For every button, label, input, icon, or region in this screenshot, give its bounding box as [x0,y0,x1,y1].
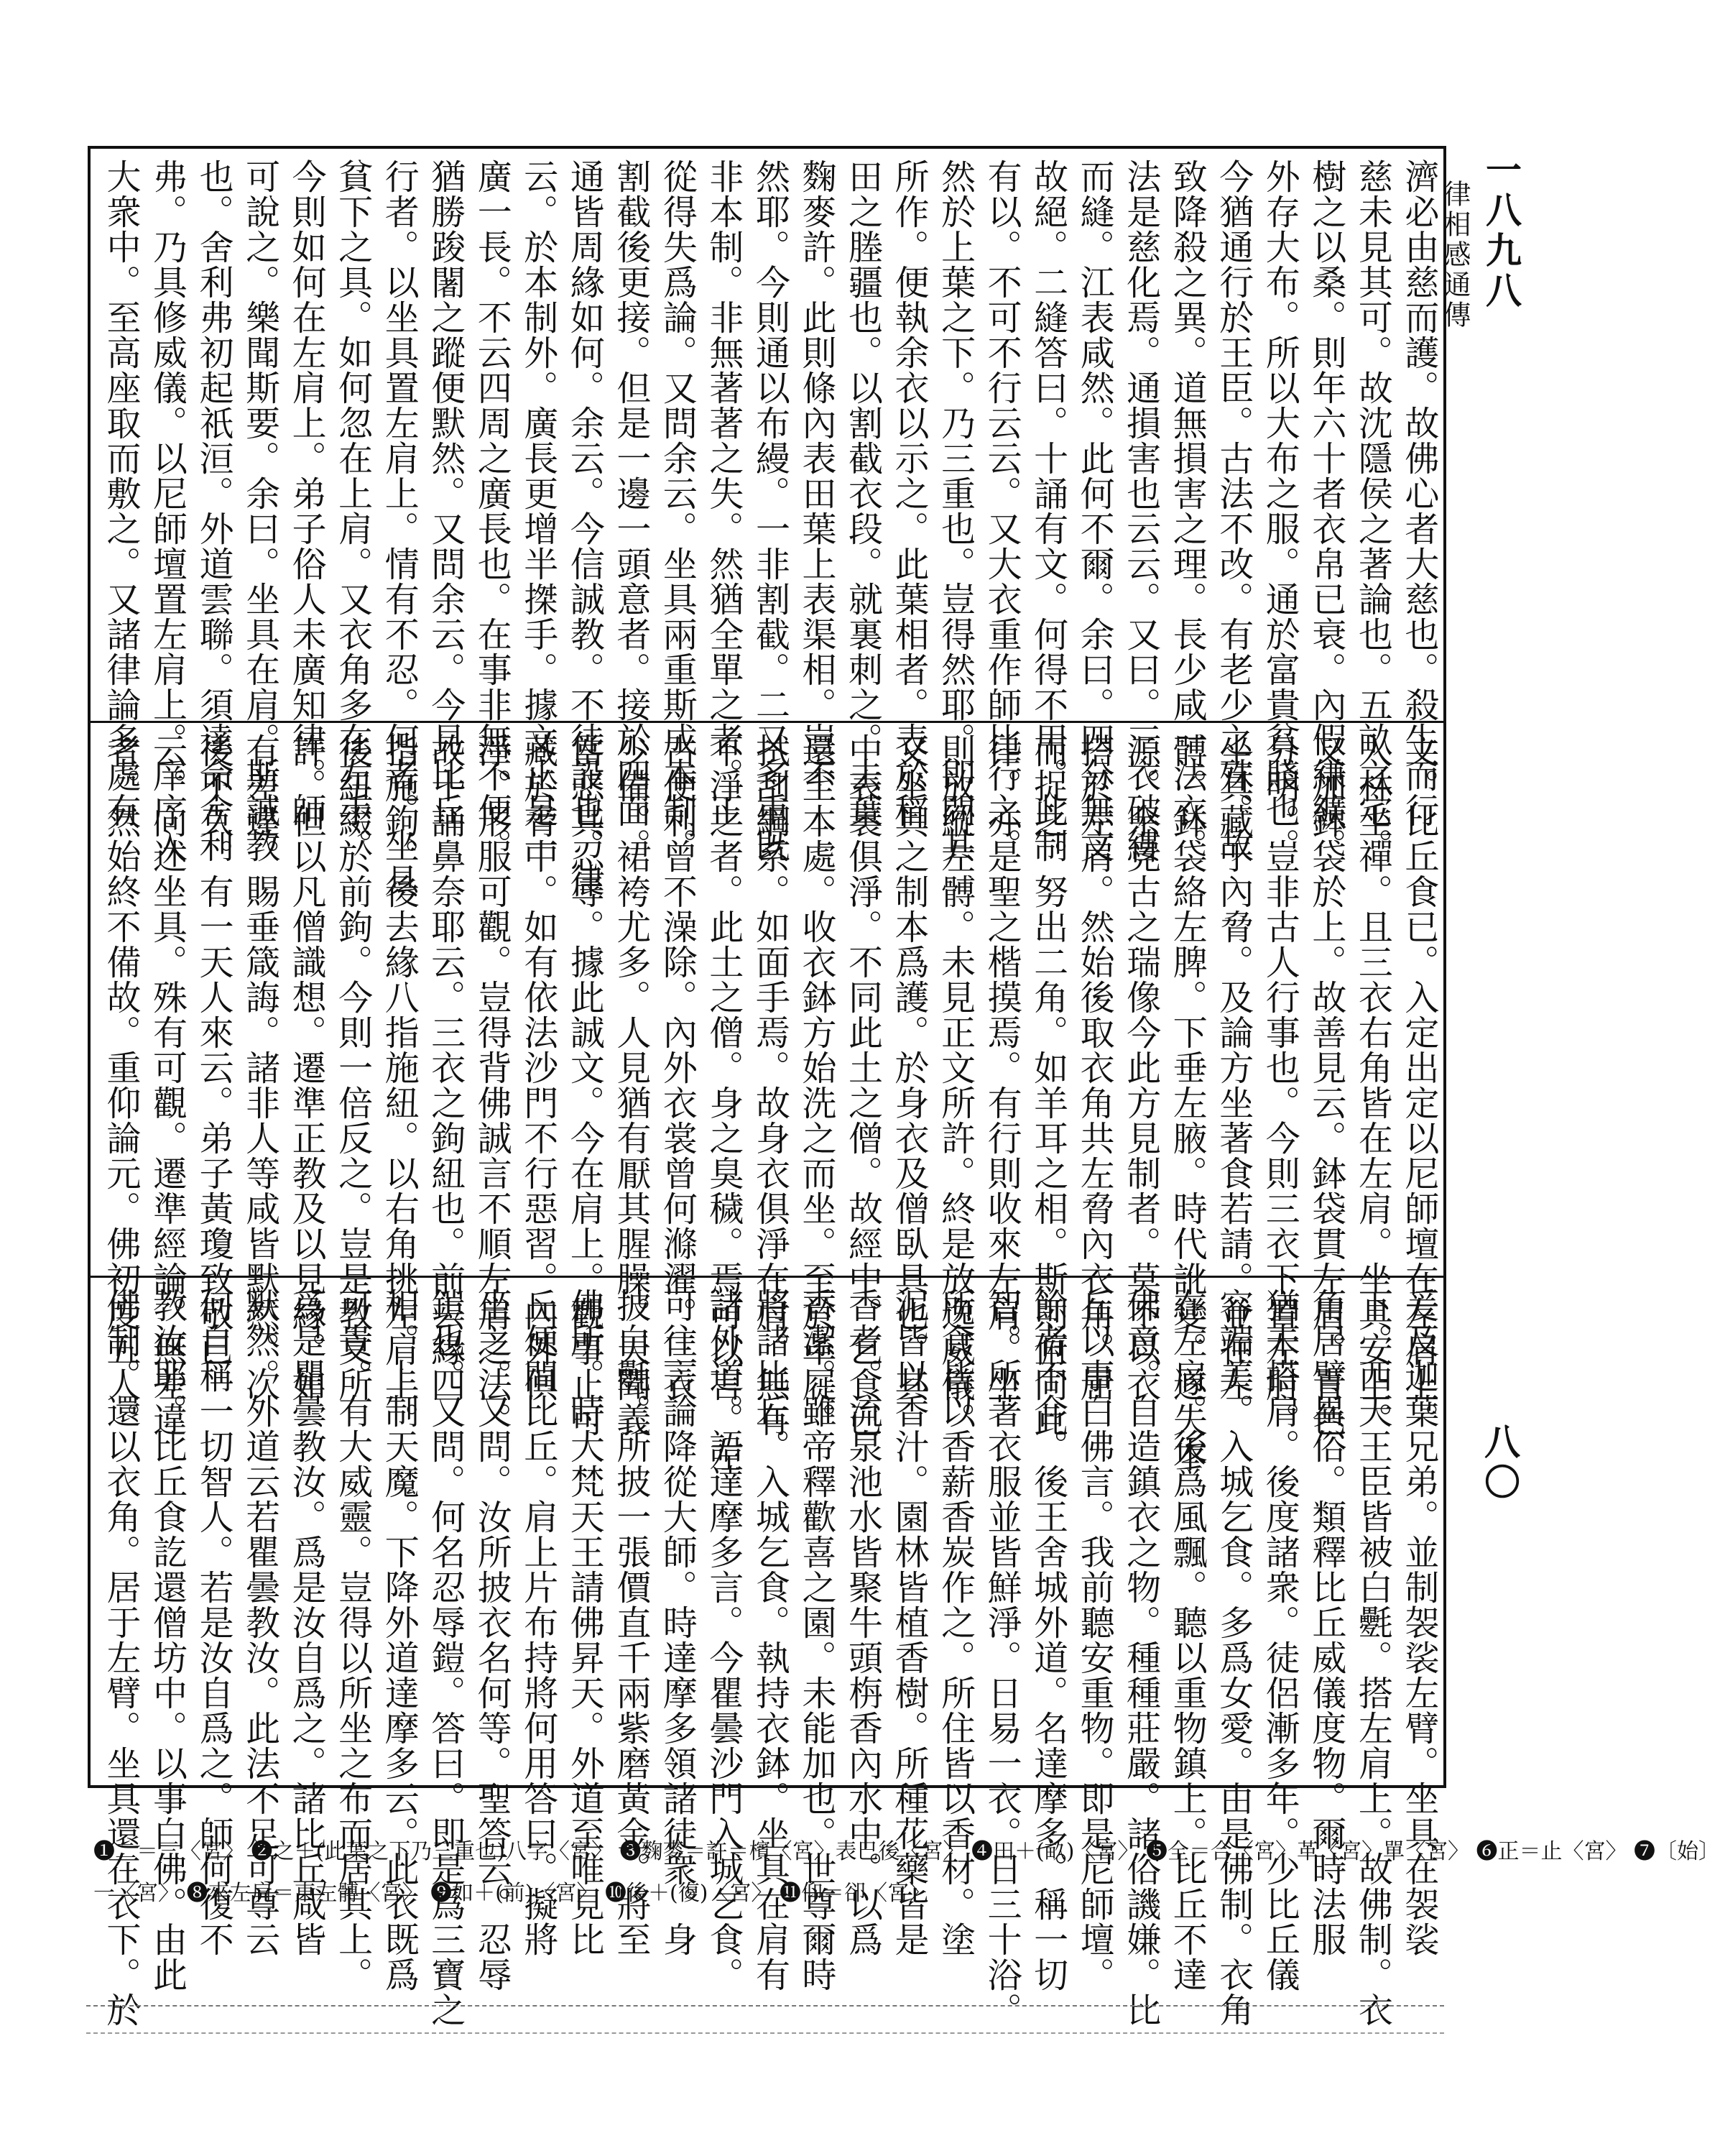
text-column: 佛意。自造鎮衣之物。種種莊嚴。諸俗譏嫌。比 [1120,1288,1161,2027]
text-column: 丘便問比丘。肩上片布持將何用答曰。擬將 [517,1288,558,1957]
text-column: 後紐綴於前鉤。今則一倍反之。豈是教文所 [332,733,373,1402]
text-column: 坐具藏于內脅。及論方坐著食若請。並在左 [1213,733,1254,1402]
text-column: 淨。形服可觀。豈得背佛誠言不順左肩之法。 [471,733,512,1437]
text-column: 外存大布。所以大布之服。通於富貴貧賤也。 [1259,159,1300,863]
text-column: 文。比丘食已。入定出定以尼師壇在左肩上。 [1398,733,1439,1437]
footnote-line: ❶二＝三〈宮〉 ❷之＋(此葉之下乃三重也)八字〈宮〉 ❸麴麥＝許＝檳〈宮〉表巳後〈宮〉 ❹田＋(畝)〈宮〉 ❺全＝合〈宮〉革〈宮〉單〈宮〉 ❻正＝止〈宮〉 ❼〔始〕 [93,1839,1720,1864]
text-column: 而捉之。努出二角。如羊耳之相。斯則俯同此 [1027,733,1068,1437]
page-number-right: 八〇 [1479,1423,1520,1503]
text-column: 有以。不可不行云云。又大衣重作師比行之。 [981,159,1022,863]
text-column: 云。於本制外。廣長更增半搩手。據文止是一 [517,159,558,863]
text-column: 披白氎。所披一張價直千兩紫磨黃金。將至 [610,1288,651,1957]
text-column: 香潔。雖帝釋歡喜之園。未能加也。世尊爾時 [795,1288,836,1992]
text-column: 致降殺之異。道無損害之理。長少咸一法衣。 [1167,159,1208,863]
text-column: 古便利曾不澡除。內外衣裳曾何滌濯。三衣 [657,733,698,1402]
text-column: 容端美。入城乞食。多爲女愛。由是佛制。衣角 [1213,1288,1254,2027]
footnote-line: 一〈宮〉 ❽來左肩＝東左髆〈宮〉 ❾如＋(前)〈宮〉 ❿後＋(復)〈宮〉 ⓫仰＝卻〈宮〉 [93,1881,930,1906]
text-column: 當悲其忍辱。據此誠文。今在肩上。觀事止可 [564,733,605,1437]
text-column: 也。舍利弗初起祇洹。外道雲聯。須達命舍利 [193,159,234,863]
register-columns [98,159,1439,898]
text-column: 髆。鉢袋絡左脾。下垂左腋。時代訛變。遂失本 [1167,733,1208,1473]
text-column: 故十誦鼻奈耶云。三衣之鉤紐也。前去緣四 [425,733,466,1402]
text-column: 佛制。還以衣角。居于左臂。坐具還在衣下。於 [101,1288,141,2027]
register-top [91,149,1443,898]
text-column: 丘以事白佛言。我前聽安重物。即是尼師壇。 [1074,1288,1115,1992]
text-column: 將諸比丘。入城乞食。執持衣鉢。坐具在肩有 [749,1288,790,1992]
text-column: 拭刮綱系。如面手焉。故身衣俱淨在肩。無有 [749,733,790,1437]
text-column: 又坐具之制本爲護。於身衣及僧臥具也。其 [889,733,930,1402]
text-column: 今猶通行於王臣。古法不改。有老少之殊。故 [1213,159,1254,863]
text-column: 則放縱左髆。未見正文所許。終是放逸威儀。 [935,733,976,1437]
text-column: 今則如何在左肩上。弟子俗人未廣知律。師 [286,159,327,828]
text-column: 慈未見其可。故沈隱侯之著論也。五畝之宅。 [1352,159,1393,863]
text-column: 諸外道。語達摩多言。今瞿曇沙門入城乞食。 [703,1288,744,1992]
text-column: 可貴。有大威靈。豈得以所坐之布而居其上。 [332,1288,373,1992]
text-column: 者。然始終不備故。重仰論元。佛初度五人。 [101,733,141,1437]
text-column: 後不久。有一天人來云。弟子黃瓊致敬已 [193,733,234,1367]
bottom-rule [86,2032,1444,2034]
text-column: 入林坐禪。且三衣右角皆在左肩。坐具安上。 [1352,733,1393,1437]
text-column: 泥皆以香汁。園林皆植香樹。所種花藥皆是 [889,1288,930,1957]
text-column: 所食皆以香薪香炭作之。所住皆以香材。塗 [935,1288,976,1957]
text-column: 又加鉢袋於上。故善見云。鉢袋貫左肩。青色 [1305,733,1346,1437]
text-column: 可說之。樂聞斯要。余曰。坐具在肩。斯誠教 [239,159,280,863]
text-column: 大衆中。至高座取而敷之。又諸律論多處有 [101,159,141,828]
text-column: 從得失爲論。又問余云。坐具兩重斯成本制。 [657,159,698,863]
text-column: 所作。便執余衣以示之。此葉相者。表於稻 [889,159,930,828]
text-column: 搭於左肩。然始後取衣角共左脅內衣角。屈 [1074,733,1115,1402]
text-column: 許。但以凡僧識想。遷準正教及以見緣。如 [286,733,327,1402]
text-column: 坐之。又問。汝所披衣名何等。聖答云。忍辱 [471,1288,512,1992]
text-column: 貧下之具。如何忽在上肩。又衣角多在左手。 [332,159,373,863]
margin-header [1435,151,1527,331]
book-title: 律相感通傳 [1439,180,1471,331]
text-column: 法是慈化焉。通損害也云云。又曰。三衣破縷 [1120,159,1161,863]
text-column: 猶未搭肩。後度諸衆。徒侶漸多年。少比丘儀 [1259,1288,1300,1992]
text-column: 而縫。江表咸然。此何不爾。余曰。四分無文 [1074,159,1115,863]
text-column: 佛所。時大梵天王請佛昇天。外道至唯見比 [564,1288,605,1957]
text-column: 爲是瞿曇教汝。爲是汝自爲之。諸比丘咸皆 [286,1288,327,1957]
text-column: 有差違。賜垂箴誨。諸非人等咸皆默然。次 [239,733,280,1402]
text-column: 藏於脅中。如有依法沙門不行惡習。內外俱 [517,733,558,1402]
text-column: 爰及迦葉兄弟。並制袈裟左臂。坐具在袈裟 [1398,1288,1439,1957]
text-column: 中表裏俱淨。不同此土之僧。故經中。乞食已 [842,733,883,1437]
text-column: 非本制。非無著著之失。然猶全單之者。正 [703,159,744,828]
text-column: 少備。裙袴尤多。人見猶有厭其腥臊。天聞義 [610,733,651,1437]
register-middle [91,721,1443,1473]
text-column: 下。西天王臣皆被白氎。搭左肩上。故佛制。衣 [1352,1288,1393,2027]
text-column: 分明。豈非古人行事也。今則三衣下置左肘。 [1259,733,1300,1437]
text-column: 然耶。今則通以布縵。一非割截。二又多重既 [749,159,790,863]
text-column: 智。所著衣服並皆鮮淨。日易一衣。日三十浴。 [981,1288,1022,2027]
register-columns [98,733,1439,1473]
text-column: 餘者不合。後王舍城外道。名達摩多。稱一切 [1027,1288,1068,1992]
text-column: 田之塍疆也。以割截衣段。就裏刺之。去葉 [842,159,883,828]
text-column: 弗。乃具修威儀。以尼師壇置左肩上。庠序入 [147,159,188,863]
text-column: 香者。流泉池水皆聚牛頭栴香內水中。以爲 [842,1288,883,1957]
text-column: 濟必由慈而護。故佛心者大慈也。殺生而行 [1398,159,1439,828]
text-column: 在左肩。後爲風飄。聽以重物鎮上。比丘不達 [1167,1288,1208,1992]
text-column: 指施鉤。後去緣八指施紐。以右角挑左肩上。 [379,733,420,1437]
text-column: 相。上制天魔。下降外道達摩多云。此衣既爲 [379,1288,420,1992]
footnotes [93,1831,1720,1915]
text-column: 故絕。二縫答曰。十誦有文。何得不用。此制 [1027,159,1068,863]
text-column: 割截後更接。但是一邊一頭意者。接於四面。 [610,159,651,863]
text-column: 樹之以桑。則年六十者衣帛已衰。內假縑纊。 [1305,159,1346,863]
text-column: 教汝耶。比丘食訖還僧坊中。以事白佛。由此 [147,1288,188,1992]
page-number: 一八九八 [1480,151,1522,312]
text-column: 猶勝踆闍之蹤便默然。又問余云。今見比丘 [425,159,466,828]
text-column: 行者。以坐具置左肩上。情有不忍。何者。坐具 [379,159,420,898]
bottom-rule [86,2005,1444,2007]
text-column: 不淨之者。此土之僧。身之臭穢。焉可以言。左 [703,733,744,1473]
text-column: 律。亦是聖之楷摸焉。有行則收來左肩。坐 [981,733,1022,1402]
text-column: 角居臂異俗。類釋比丘威儀度物。爾時法服 [1305,1288,1346,1957]
text-column: 默然。外道云若瞿曇教汝。此法不足可尊云 [239,1288,280,1957]
text-column: 然於上葉之下。乃三重也。豈得然耶。即問其 [935,159,976,863]
text-column: 廣一長。不云四周之廣長也。在事非無不便。 [471,159,512,863]
text-column: 源。余見古之瑞像今此方見制者。莫不以衣 [1120,733,1161,1402]
text-column: 可往言論降從大師。時達摩多領諸徒衆。身 [657,1288,698,1957]
text-column: 云。向述坐具。殊有可觀。遷準經論。無差違 [147,733,188,1437]
text-column: 通皆周緣如何。余云。今信誠教。不徒設也。律 [564,159,605,898]
text-column: 鎧也。又問。何名忍辱鎧。答曰。即是爲三寶之 [425,1288,466,2027]
text-column: 何自稱一切智人。若是汝自爲之。師何復不 [193,1288,234,1957]
text-column: 麴麥許。此則條內表田葉上表渠相。豈不 [795,159,836,793]
text-column: 還至本處。收衣鉢方始洗之而坐。至於革屣。 [795,733,836,1437]
